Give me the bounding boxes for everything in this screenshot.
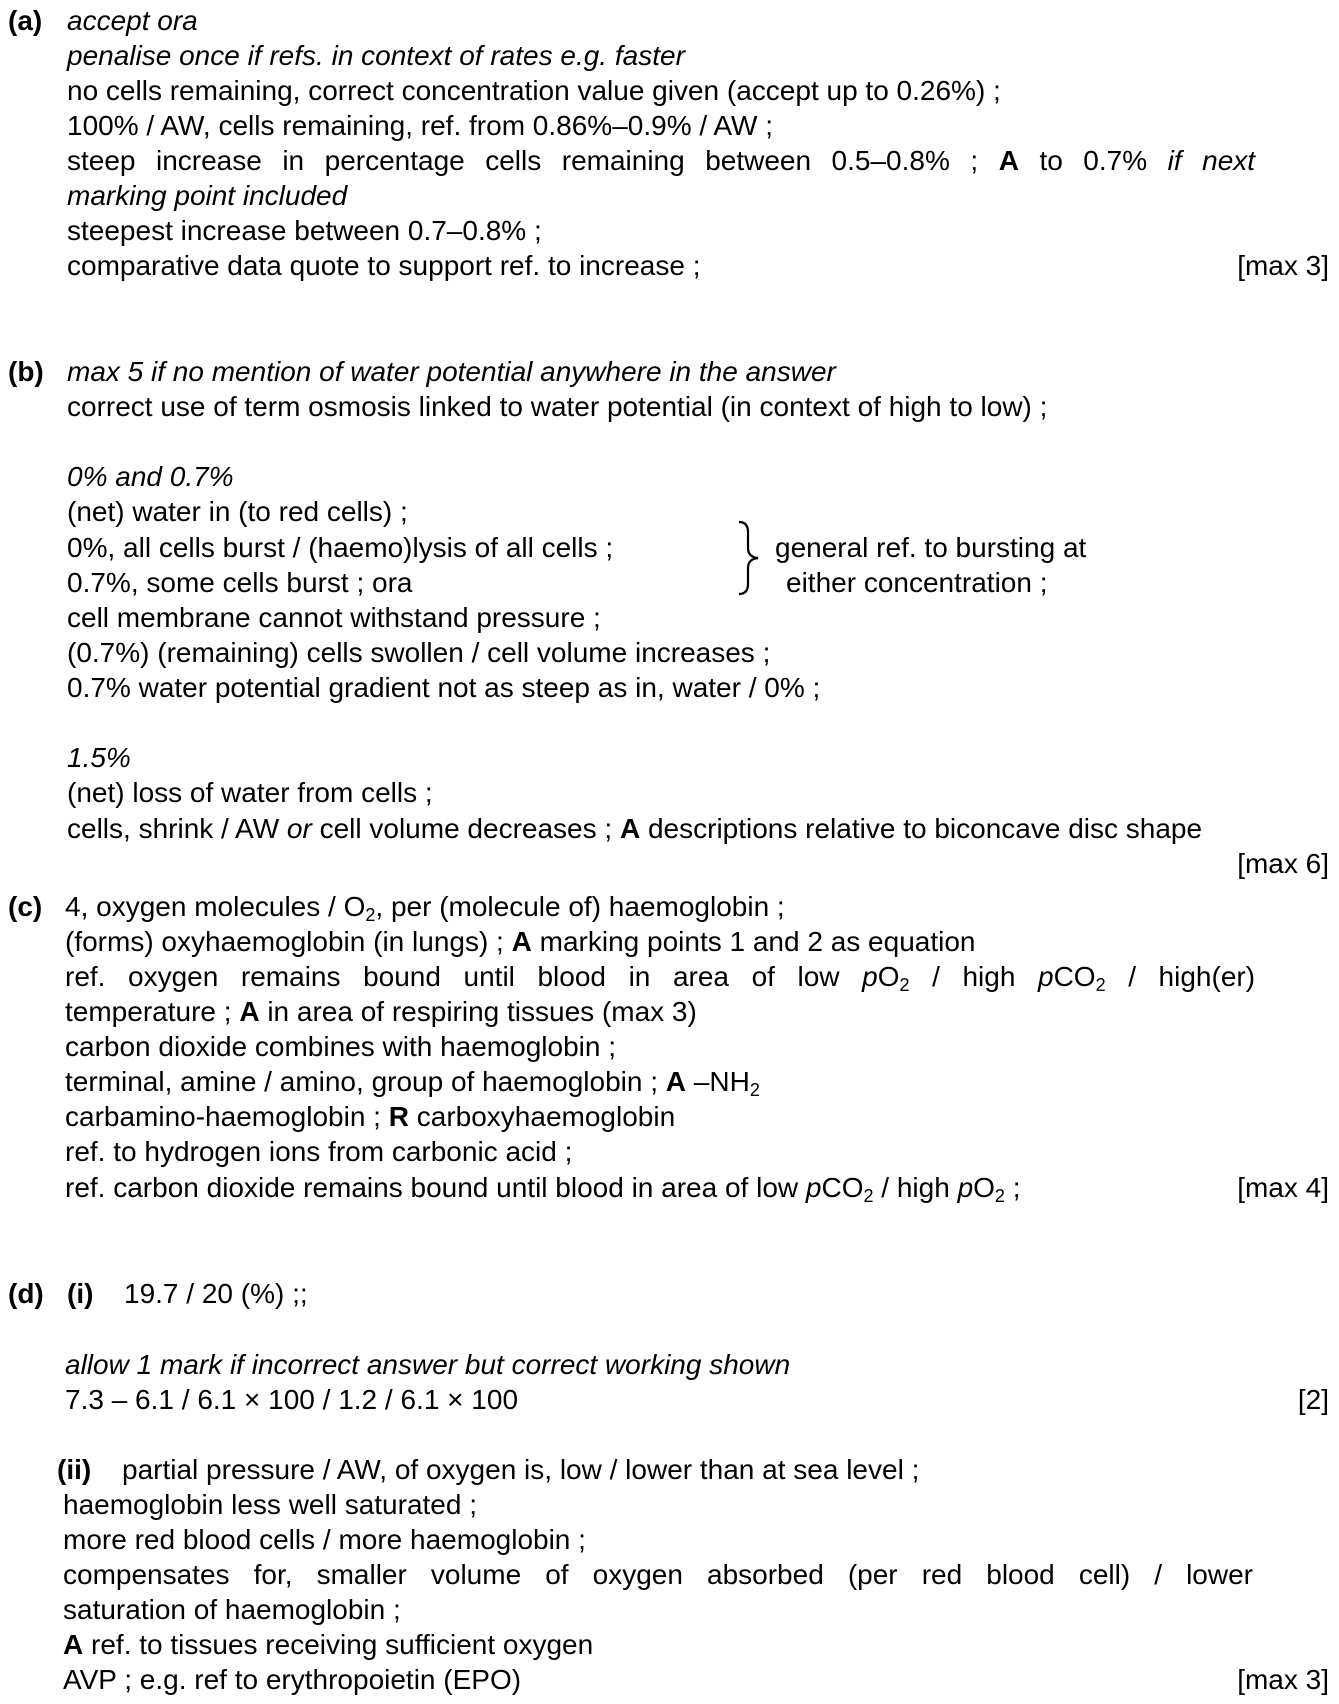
d-ii-line-3: more red blood cells / more haemoglobin ; xyxy=(63,1524,586,1555)
a-line-5: steep increase in percentage cells remaining between 0.5–0.8% ; A to 0.7% if next xyxy=(67,145,1256,176)
d-ii-line-4: compensates for, smaller volume of oxygen absorbed (per red blood cell) / lower xyxy=(63,1559,1253,1590)
part-a-label: (a) xyxy=(8,5,43,36)
a-line-8: comparative data quote to support ref. to increase ; xyxy=(67,250,701,281)
c-line-8: ref. to hydrogen ions from carbonic acid ; xyxy=(65,1136,573,1167)
a-line-6: marking point included xyxy=(67,180,348,211)
d-ii-line-6: A ref. to tissues receiving sufficient oxygen xyxy=(63,1629,594,1660)
d-ii-line-7: AVP ; e.g. ref to erythropoietin (EPO) xyxy=(63,1664,522,1695)
d-i-mark: [2] xyxy=(1297,1384,1329,1415)
d-i-answer: 19.7 / 20 (%) ;; xyxy=(124,1278,308,1309)
b-line-2: correct use of term osmosis linked to water potential (in context of high to low) ; xyxy=(67,391,1048,422)
c-line-6: terminal, amine / amino, group of haemoglobin ; A $-NH_2$ xyxy=(65,1066,760,1100)
d-i-note: allow 1 mark if incorrect answer but correct working shown xyxy=(65,1349,791,1380)
b-line-4: 0%, all cells burst / (haemo)lysis of all cells ; xyxy=(67,532,614,563)
b-side-note-1: general ref. to bursting at xyxy=(775,532,1087,563)
d-ii-line-5: saturation of haemoglobin ; xyxy=(63,1594,401,1625)
part-c-label: (c) xyxy=(8,891,43,922)
c-line-2: (forms) oxyhaemoglobin (in lungs) ; A marking points 1 and 2 as equation xyxy=(65,926,976,957)
c-line-9: ref. carbon dioxide remains bound until blood in area of low pCO$_2$ / high $pO_2$ ; xyxy=(65,1172,1021,1206)
d-ii-label: (ii) xyxy=(57,1454,92,1485)
b-heading-1-5: 1.5% xyxy=(67,742,131,773)
b-line-9: (net) loss of water from cells ; xyxy=(67,777,433,808)
b-mark: [max 6] xyxy=(1237,848,1329,879)
d-ii-mark: [max 3] xyxy=(1237,1664,1329,1695)
c-line-1: 4, oxygen molecules / $O_2$, per (molecule of) haemoglobin ; xyxy=(65,891,785,925)
b-line-3: (net) water in (to red cells) ; xyxy=(67,496,408,527)
b-line-8: 0.7% water potential gradient not as steep as in, water / 0% ; xyxy=(67,672,821,703)
c-line-7: carbamino-haemoglobin ; R carboxyhaemoglobin xyxy=(65,1101,676,1132)
part-d-label: (d) xyxy=(8,1278,44,1309)
a-note-accept-ora: accept ora xyxy=(67,5,198,36)
a-line-7: steepest increase between 0.7–0.8% ; xyxy=(67,215,542,246)
a-note-penalise: penalise once if refs. in context of rates e.g. faster xyxy=(67,40,685,71)
a-line-3: no cells remaining, correct concentration value given (accept up to 0.26%) ; xyxy=(67,75,1001,106)
c-line-5: carbon dioxide combines with haemoglobin ; xyxy=(65,1031,616,1062)
c-line-3: ref. oxygen remains bound until blood in area of low $pO_2$ / high pCO$_2$ / high(er) xyxy=(65,961,1256,995)
b-line-5: 0.7%, some cells burst ; ora xyxy=(67,567,413,598)
d-ii-line-1: partial pressure / AW, of oxygen is, low / lower than at sea level ; xyxy=(122,1454,920,1485)
c-mark: [max 4] xyxy=(1237,1172,1329,1203)
d-ii-line-2: haemoglobin less well saturated ; xyxy=(63,1489,478,1520)
b-line-10: cells, shrink / AW or cell volume decreases ; A descriptions relative to biconcave disc shape xyxy=(67,813,1203,844)
d-i-label: (i) xyxy=(67,1278,94,1309)
b-side-note-2: either concentration ; xyxy=(786,567,1048,598)
d-i-working: 7.3 – 6.1 / 6.1 × 100 / 1.2 / 6.1 × 100 xyxy=(65,1384,519,1415)
b-note-max5: max 5 if no mention of water potential anywhere in the answer xyxy=(67,356,836,387)
b-line-7: (0.7%) (remaining) cells swollen / cell volume increases ; xyxy=(67,637,771,668)
curly-brace-icon xyxy=(736,520,762,596)
b-heading-0-07: 0% and 0.7% xyxy=(67,461,234,492)
a-mark: [max 3] xyxy=(1237,250,1329,281)
part-b-label: (b) xyxy=(8,356,44,387)
a-line-4: 100% / AW, cells remaining, ref. from 0.86%–0.9% / AW ; xyxy=(67,110,774,141)
c-line-4: temperature ; A in area of respiring tissues (max 3) xyxy=(65,996,697,1027)
b-line-6: cell membrane cannot withstand pressure ; xyxy=(67,602,601,633)
